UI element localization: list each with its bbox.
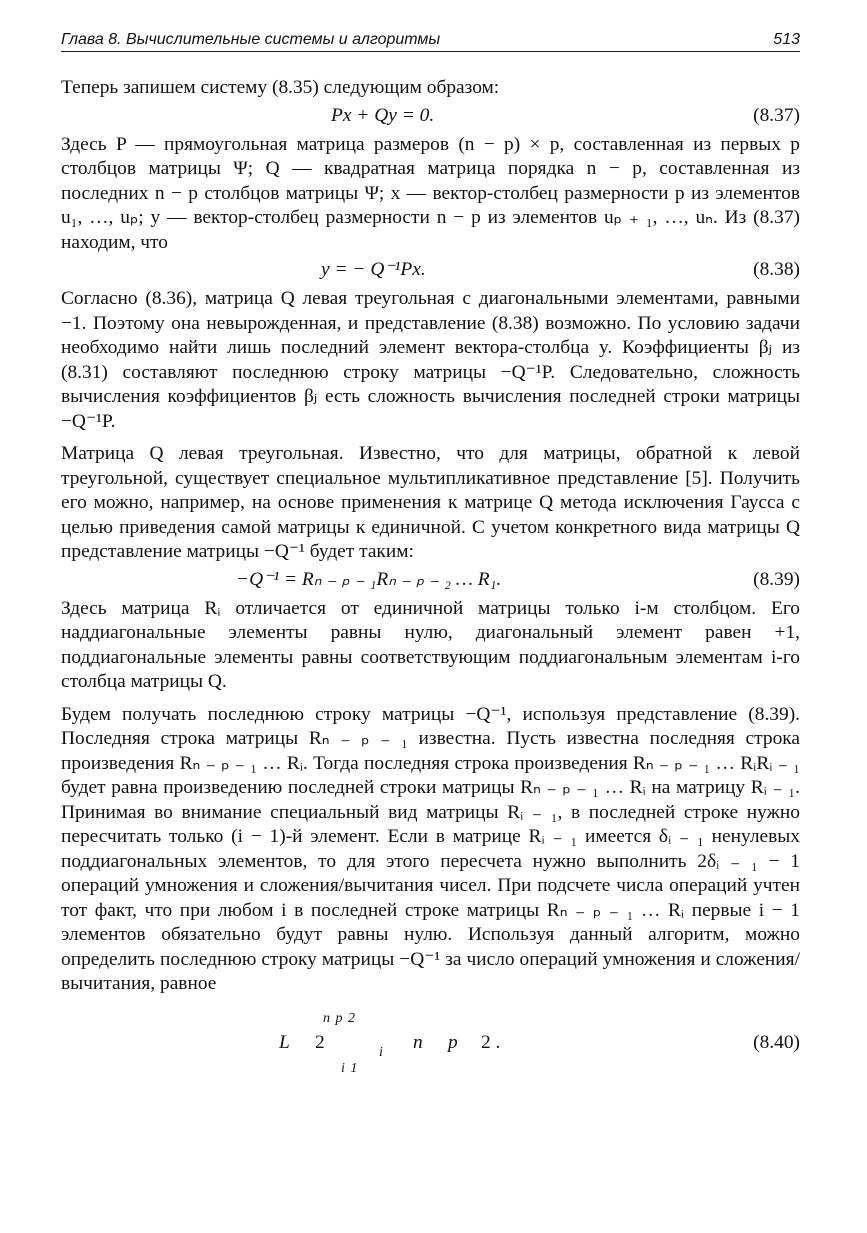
- formula-coefficient: 2: [315, 1031, 325, 1053]
- equation-text: Px + Qy = 0.: [331, 104, 435, 126]
- paragraph: Здесь матрица Rᵢ отличается от единичной матрицы только i-м столбцом. Его наддиагональные элементы равны нулю, диагональный элемент равен +1, поддиагональные элементы равны соответствующим поддиагональным элементам i-го столбца матрицы Q.: [61, 597, 800, 692]
- paragraph: Будем получать последнюю строку матрицы −Q⁻¹, используя представление (8.39). Последняя строка матрицы Rₙ ₋ ₚ ₋ ₁ известна. Пусть известна последняя строка произведения Rₙ ₋ ₚ ₋ ₁ … Rᵢ. Тогда последняя строка произведения Rₙ ₋ ₚ ₋ ₁ … RᵢRᵢ ₋ ₁ будет равна произведению последней строки матрицы Rₙ ₋ ₚ ₋ ₁ … Rᵢ на матрицу Rᵢ ₋ ₁. Принимая во внимание специальный вид матрицы Rᵢ ₋ ₁, в последней строке нужно пересчитать только (i − 1)-й элемент. Если в матрице Rᵢ ₋ ₁ имеется δᵢ ₋ ₁ ненулевых поддиагональных элементов, то для этого пересчета нужно выполнить 2δᵢ ₋ ₁ − 1 операций умножения и сложения/вычитания чисел. При подсчете числа операций учтен тот факт, что при любом i в последней строке матрицы Rₙ ₋ ₚ ₋ ₁ … Rᵢ первые i − 1 элементов обязательно будут равны нулю. Используя данный алгоритм, можно определить последнюю строку матрицы −Q⁻¹ за число операций умножения и сложения/вычитания, равное: [61, 703, 800, 994]
- formula-symbol: n: [413, 1031, 423, 1053]
- sum-lower-limit: i 1: [341, 1060, 359, 1076]
- paragraph: Согласно (8.36), матрица Q левая треугольная с диагональными элементами, равными −1. Поэтому она невырожденная, и представление (8.38) возможно. По условию задачи необходимо найти лишь последний элемент вектора-столбца y. Коэффициенты βⱼ из (8.31) составляют последнюю строку матрицы −Q⁻¹P. Следовательно, сложность вычисления коэффициентов βⱼ есть сложность вычисления последней строки матрицы −Q⁻¹P.: [61, 288, 800, 432]
- equation-8-37: [61, 101, 800, 133]
- page-body: [61, 76, 800, 1081]
- equation-number: (8.39): [753, 568, 800, 590]
- equation-8-38: [61, 255, 800, 287]
- formula-symbol: L: [279, 1031, 290, 1053]
- page-number: 513: [773, 31, 800, 48]
- running-header: [61, 29, 800, 52]
- equation-number: (8.40): [753, 1031, 800, 1053]
- equation-number: (8.38): [753, 259, 800, 280]
- paragraph: Матрица Q левая треугольная. Известно, что для матрицы, обратной к левой треугольной, существует специальное мультипликативное представление [5]. Получить его можно, например, на основе применения к матрице Q метода исключения Гаусса с целью приведения самой матрицы к единичной. С учетом конкретного вида матрицы Q представление матрицы −Q⁻¹ будет таким:: [61, 443, 800, 562]
- formula-tail: 2 .: [481, 1031, 501, 1053]
- equation-8-40: [61, 997, 800, 1081]
- equation-8-39: [61, 565, 800, 597]
- equation-number: (8.37): [753, 104, 800, 126]
- formula-subscript: i: [379, 1044, 383, 1060]
- chapter-title: Глава 8. Вычислительные системы и алгоритмы: [61, 31, 441, 48]
- paragraph: Здесь P — прямоугольная матрица размеров (n − p) × p, составленная из первых p столбцов матрицы Ψ; Q — квадратная матрица порядка n − p, составленная из последних n − p столбцов матрицы Ψ; x — вектор-столбец размерности p из элементов u₁, …, uₚ; y — вектор-столбец размерности n − p из элементов uₚ ₊ ₁, …, uₙ. Из (8.37) находим, что: [61, 133, 800, 253]
- paragraph: Теперь запишем систему (8.35) следующим образом:: [61, 77, 500, 98]
- sum-upper-limit: n p 2: [323, 1010, 356, 1026]
- formula-symbol: p: [448, 1031, 458, 1053]
- equation-text: y = − Q⁻¹Px.: [321, 259, 426, 280]
- equation-text: −Q⁻¹ = Rₙ ₋ ₚ ₋ ₁Rₙ ₋ ₚ ₋ ₂ … R₁.: [236, 568, 502, 590]
